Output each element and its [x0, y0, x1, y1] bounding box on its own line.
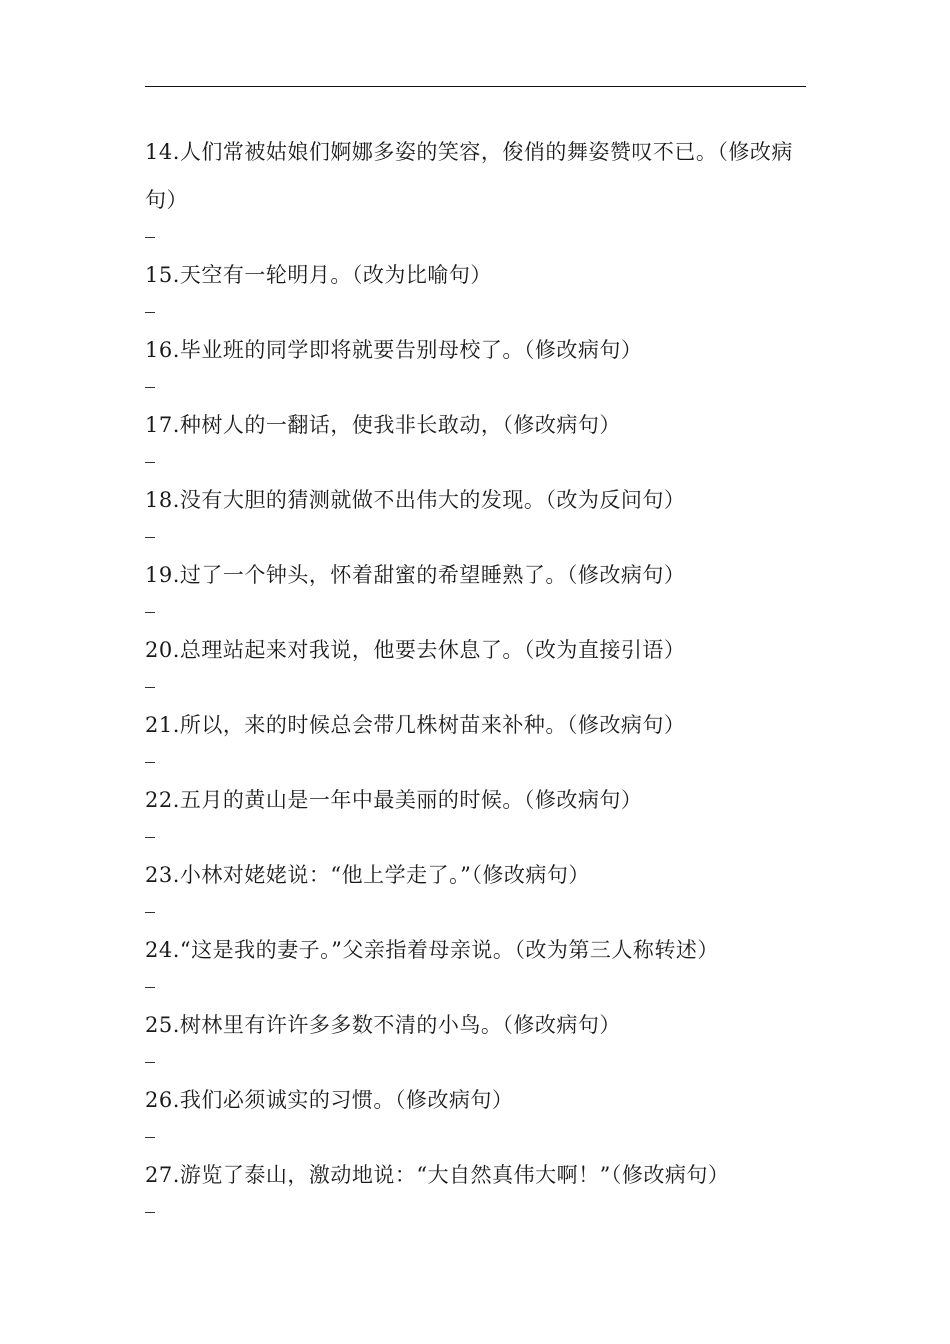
question-15: 15.天空有一轮明月。（改为比喻句） — [145, 263, 492, 287]
answer-blank-19[interactable] — [145, 599, 815, 626]
answer-blank-18[interactable] — [145, 524, 815, 551]
header-rule — [145, 86, 806, 87]
question-14: 14.人们常被姑娘们婀娜多姿的笑容，俊俏的舞姿赞叹不已。（修改病句） — [145, 140, 793, 212]
question-16: 16.毕业班的同学即将就要告别母校了。（修改病句） — [145, 338, 643, 362]
question-25: 25.树林里有许许多多数不清的小鸟。（修改病句） — [145, 1013, 621, 1037]
question-list — [145, 128, 815, 1226]
answer-blank-15[interactable] — [145, 299, 815, 326]
answer-blank-20[interactable] — [145, 674, 815, 701]
answer-blank-21[interactable] — [145, 749, 815, 776]
question-24: 24.“这是我的妻子。”父亲指着母亲说。（改为第三人称转述） — [145, 938, 719, 962]
question-18: 18.没有大胆的猜测就做不出伟大的发现。（改为反问句） — [145, 488, 686, 512]
question-19: 19.过了一个钟头，怀着甜蜜的希望睡熟了。（修改病句） — [145, 563, 686, 587]
answer-blank-23[interactable] — [145, 899, 815, 926]
question-27: 27.游览了泰山，激动地说：“大自然真伟大啊！”（修改病句） — [145, 1163, 730, 1187]
answer-blank-24[interactable] — [145, 974, 815, 1001]
answer-blank-22[interactable] — [145, 824, 815, 851]
question-22: 22.五月的黄山是一年中最美丽的时候。（修改病句） — [145, 788, 643, 812]
answer-blank-25[interactable] — [145, 1049, 815, 1076]
question-23: 23.小林对姥姥说：“他上学走了。”（修改病句） — [145, 863, 590, 887]
question-17: 17.种树人的一翻话，使我非长敢动，（修改病句） — [145, 413, 621, 437]
answer-blank-27[interactable] — [145, 1199, 815, 1226]
question-20: 20.总理站起来对我说，他要去休息了。（改为直接引语） — [145, 638, 686, 662]
answer-blank-16[interactable] — [145, 374, 815, 401]
question-26: 26.我们必须诚实的习惯。（修改病句） — [145, 1088, 514, 1112]
answer-blank-14[interactable] — [145, 224, 815, 251]
question-21: 21.所以，来的时候总会带几株树苗来补种。（修改病句） — [145, 713, 686, 737]
answer-blank-26[interactable] — [145, 1124, 815, 1151]
answer-blank-17[interactable] — [145, 449, 815, 476]
